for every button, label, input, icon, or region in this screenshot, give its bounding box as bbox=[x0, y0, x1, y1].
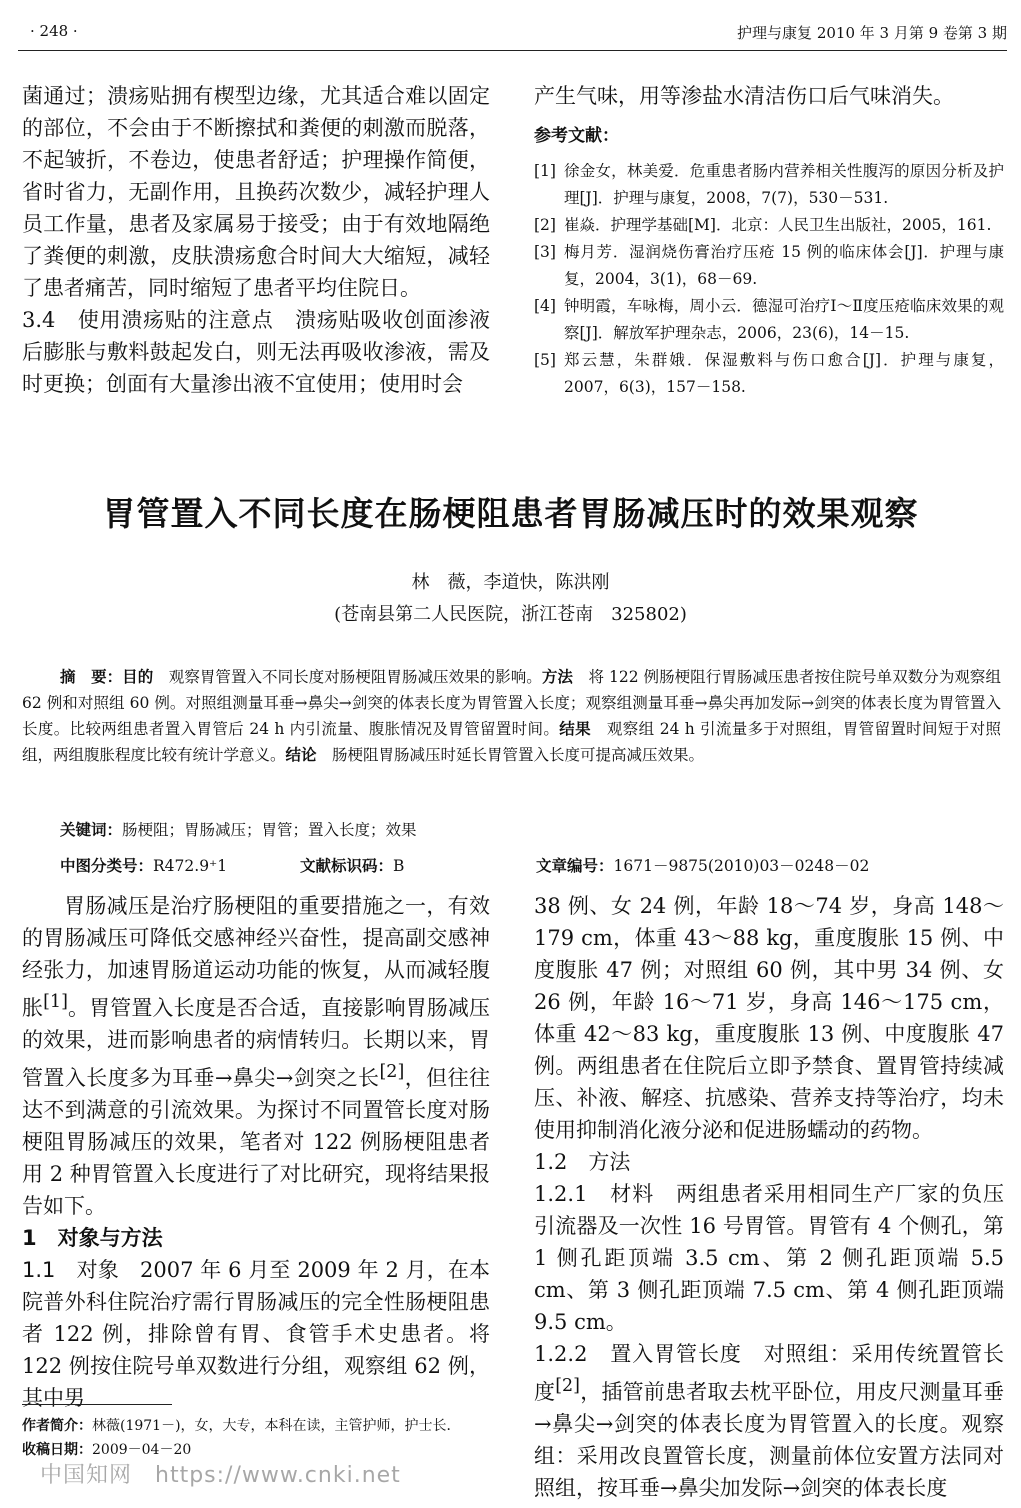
intro-paragraph bbox=[22, 890, 490, 1222]
citation: [2] bbox=[555, 1376, 580, 1396]
reference-list bbox=[534, 158, 1004, 401]
reference-item bbox=[534, 239, 1004, 293]
abstract-conclusion-label: 结论 bbox=[285, 746, 317, 764]
article-number bbox=[536, 854, 869, 876]
body-right-column bbox=[534, 890, 1004, 1504]
keywords bbox=[60, 818, 417, 840]
prev-paragraph-3: 产生气味，用等渗盐水清洁伤口后气味消失。 bbox=[534, 84, 954, 108]
reference-number: [1] bbox=[534, 162, 556, 180]
subsection-heading-1-2-2: 1.2.2 置入胃管长度 bbox=[534, 1342, 742, 1366]
length-text-2: ，插管前患者取去枕平卧位，用皮尺测量耳垂→鼻尖→剑突的体表长度为胃管置入的长度。观察组：采用改良置管长度，测量前体位安置方法同对照组，按耳垂→鼻尖加发际→剑突的体表长度 bbox=[534, 1380, 1005, 1500]
subjects-text: 2007 年 6 月至 2009 年 2 月，在本院普外科住院治疗需行胃肠减压的完全性肠梗阻患者 122 例，排除曾有胃、食管手术史患者。将 122 例按住院号单双数进行分组，观察组 62 例，其中男 bbox=[22, 1258, 490, 1410]
abstract bbox=[22, 664, 1001, 768]
reference-text: 郑云慧，朱群娥．保湿敷料与伤口愈合[J]．护理与康复，2007，6(3)，157－158. bbox=[564, 351, 1004, 396]
document-code bbox=[300, 854, 404, 876]
abstract-method-label: 方法 bbox=[541, 668, 573, 686]
author-bio: 林薇(1971－)，女，大专，本科在读，主管护师，护士长． bbox=[92, 1418, 461, 1434]
intro-text-1: 胃肠减压是治疗肠梗阻的重要措施之一，有效的胃肠减压可降低交感神经兴奋性，提高副交感神经张力，加速胃肠道运动功能的恢复，从而减轻腹胀 bbox=[22, 894, 490, 1020]
reference-number: [3] bbox=[534, 243, 556, 261]
reference-text: 钟明霞，车咏梅，周小云．德湿可治疗Ⅰ～Ⅱ度压疮临床效果的观察[J]．解放军护理杂志，2006，23(6)，14－15. bbox=[564, 297, 1004, 342]
article-affiliation: (苍南县第二人民医院，浙江苍南 325802) bbox=[334, 604, 687, 625]
header-rule bbox=[18, 50, 1007, 51]
subsection-heading-1-2-1: 1.2.1 材料 bbox=[534, 1182, 655, 1206]
doc-label: 文献标识码： bbox=[300, 857, 394, 875]
reference-item bbox=[534, 293, 1004, 347]
subsection-heading-1-2: 1.2 方法 bbox=[534, 1150, 631, 1174]
subsection-heading-1-1: 1.1 对象 bbox=[22, 1258, 119, 1282]
length-paragraph bbox=[534, 1338, 1004, 1504]
received-date: 2009－04－20 bbox=[92, 1442, 192, 1458]
prev-article-left-column bbox=[22, 80, 490, 400]
materials-text: 两组患者采用相同生产厂家的负压引流器及一次性 16 号胃管。胃管有 4 个侧孔，第 1 侧孔距顶端 3.5 cm、第 2 侧孔距顶端 5.5 cm、第 3 侧孔距顶端 7.5 cm、第 4 侧孔距顶端 9.5 cm。 bbox=[534, 1182, 1005, 1334]
article-authors: 林 薇，李道快，陈洪刚 bbox=[411, 572, 610, 593]
class-label: 中图分类号： bbox=[60, 857, 154, 875]
section-heading-1: 1 对象与方法 bbox=[22, 1226, 163, 1250]
citation: [1] bbox=[43, 992, 68, 1012]
prev-paragraph-1: 菌通过；溃疡贴拥有楔型边缘，尤其适合难以固定的部位，不会由于不断擦拭和粪便的刺激而脱落，不起皱折，不卷边，使患者舒适；护理操作简便，省时省力，无副作用，且换药次数少，减轻护理人员工作量，患者及家属易于接受；由于有效地隔绝了粪便的刺激，皮肤溃疡愈合时间大大缩短，减轻了患者痛苦，同时缩短了患者平均住院日。 bbox=[22, 84, 490, 300]
abstract-conclusion: 肠梗阻胃肠减压时延长胃管置入长度可提高减压效果。 bbox=[316, 746, 705, 764]
reference-text: 梅月芳．湿润烧伤膏治疗压疮 15 例的临床体会[J]．护理与康复，2004，3(1)，68－69. bbox=[564, 243, 1004, 288]
reference-text: 崔焱．护理学基础[M]．北京：人民卫生出版社，2005，161. bbox=[564, 216, 992, 234]
classification-number bbox=[60, 854, 227, 876]
abstract-label: 摘 要： bbox=[60, 668, 123, 686]
materials-paragraph bbox=[534, 1178, 1004, 1338]
article-no-value: 1671－9875(2010)03－0248－02 bbox=[613, 857, 870, 875]
author-footnote bbox=[22, 1414, 502, 1462]
footnote-rule bbox=[22, 1404, 172, 1405]
reference-item bbox=[534, 158, 1004, 212]
abstract-objective-label: 目的 bbox=[122, 668, 154, 686]
subjects-continued: 38 例、女 24 例，年龄 18～74 岁，身高 148～179 cm，体重 43～88 kg，重度腹胀 15 例、中度腹胀 47 例；对照组 60 例，其中男 34 例、女 26 例，年龄 16～71 岁，身高 146～175 cm，体重 42～83 kg，重度腹胀 13 例、中度腹胀 47 例。两组患者在住院后立即予禁食、置胃管持续减压、补液、解痉、抗感染、营养支持等治疗，均未使用抑制消化液分泌和促进肠蠕动的药物。 bbox=[534, 894, 1004, 1142]
prev-article-right-column bbox=[534, 80, 1004, 401]
article-no-label: 文章编号： bbox=[536, 857, 614, 875]
doc-value: B bbox=[393, 857, 405, 875]
subjects-paragraph bbox=[22, 1254, 490, 1414]
abstract-result-label: 结果 bbox=[559, 720, 591, 738]
reference-item bbox=[534, 347, 1004, 401]
reference-number: [4] bbox=[534, 297, 556, 315]
reference-number: [2] bbox=[534, 216, 556, 234]
length-text-1: 对照组：采用传统置管长度 bbox=[534, 1342, 1004, 1404]
article-title: 胃管置入不同长度在肠梗阻患者胃肠减压时的效果观察 bbox=[102, 494, 919, 533]
prev-paragraph-2: 3.4 使用溃疡贴的注意点 溃疡贴吸收创面渗液后膨胀与敷料鼓起发白，则无法再吸收渗液，需及时更换；创面有大量渗出液不宜使用；使用时会 bbox=[22, 308, 490, 396]
keywords-label: 关键词： bbox=[60, 821, 123, 839]
reference-text: 徐金女，林美爱．危重患者肠内营养相关性腹泻的原因分析及护理[J]．护理与康复，2008，7(7)，530－531. bbox=[564, 162, 1004, 207]
reference-number: [5] bbox=[534, 351, 556, 369]
intro-text-2: 。胃管置入长度是否合适，直接影响胃肠减压的效果，进而影响患者的病情转归。长期以来，胃管置入长度多为耳垂→鼻尖→剑突之长 bbox=[22, 996, 491, 1090]
cnki-watermark: 中国知网 https://www.cnki.net bbox=[40, 1463, 401, 1488]
received-date-label: 收稿日期： bbox=[22, 1442, 92, 1458]
body-left-column bbox=[22, 890, 490, 1414]
abstract-method: 将 122 例肠梗阻行胃肠减压患者按住院号单双数分为观察组 62 例和对照组 60 例。对照组测量耳垂→鼻尖→剑突的体表长度为胃管置入长度；观察组测量耳垂→鼻尖再加发际→剑突的体表长度为胃管置入长度。比较两组患者置入胃管后 24 h 内引流量、腹胀情况及胃管留置时间。 bbox=[22, 668, 1001, 738]
journal-header: 护理与康复 2010 年 3 月第 9 卷第 3 期 bbox=[737, 24, 1007, 42]
reference-item bbox=[534, 212, 1004, 239]
author-bio-label: 作者简介： bbox=[22, 1418, 92, 1434]
abstract-result: 观察组 24 h 引流量多于对照组，胃管留置时间短于对照组，两组腹胀程度比较有统计学意义。 bbox=[22, 720, 1001, 764]
intro-text-3: ，但往往达不到满意的引流效果。为探讨不同置管长度对肠梗阻胃肠减压的效果，笔者对 122 例肠梗阻患者用 2 种胃管置入长度进行了对比研究，现将结果报告如下。 bbox=[22, 1066, 490, 1218]
class-value: R472.9⁺1 bbox=[153, 857, 228, 875]
abstract-objective: 观察胃管置入不同长度对肠梗阻胃肠减压效果的影响。 bbox=[153, 668, 542, 686]
citation: [2] bbox=[379, 1062, 405, 1082]
references-heading: 参考文献： bbox=[534, 126, 619, 146]
keywords-text: 肠梗阻；胃肠减压；胃管；置入长度；效果 bbox=[122, 821, 417, 839]
page-number: · 248 · bbox=[30, 22, 78, 40]
